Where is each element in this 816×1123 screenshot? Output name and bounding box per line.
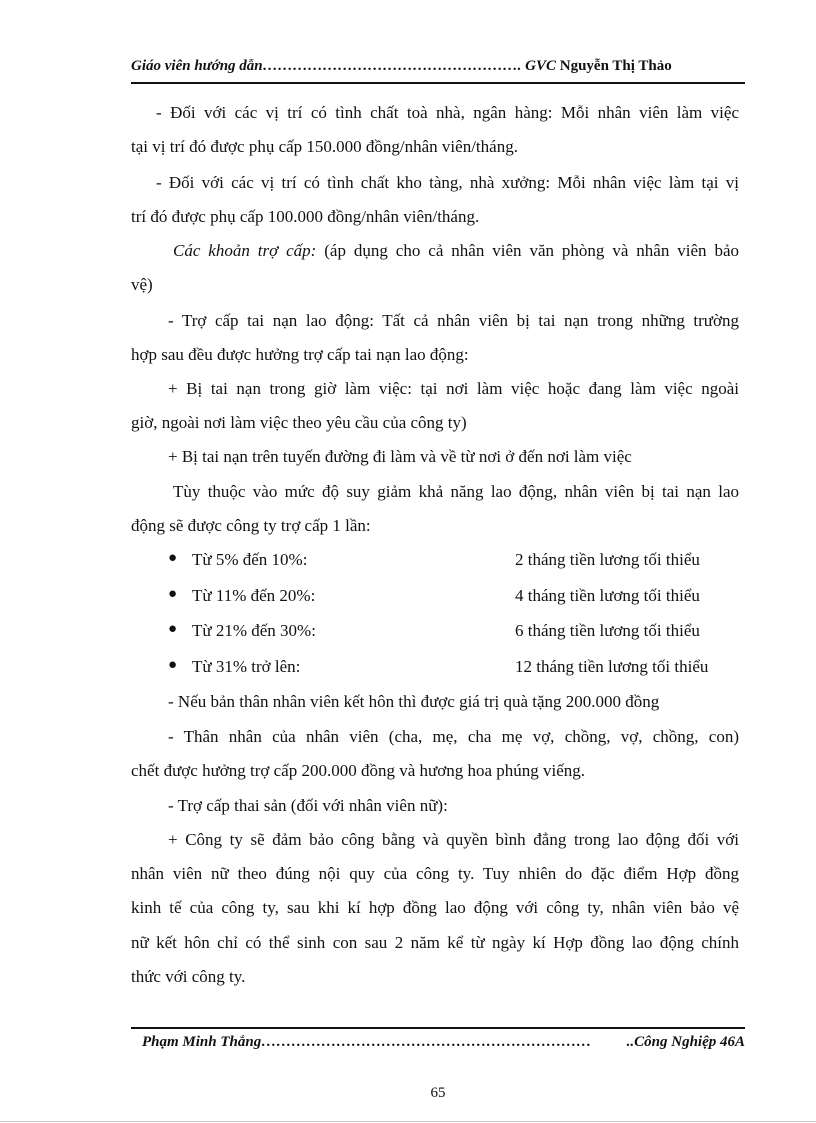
- header-text: [131, 58, 672, 75]
- paragraph-line: chết được hưởng trợ cấp 200.000 đồng và hương hoa phúng viếng.: [131, 761, 586, 780]
- bullet-label: Từ 11% đến 20%:: [192, 586, 316, 605]
- page-number: 65: [430, 1085, 446, 1101]
- allowances-heading: Các khoản trợ cấp:: [173, 241, 317, 260]
- paragraph-line: Tùy thuộc vào mức độ suy giảm khả năng lao động, nhân viên bị tai nạn lao: [173, 482, 739, 501]
- header-advisor-label: Giáo viên hướng dẫn…………………………………………….: [131, 58, 522, 74]
- paragraph-line: - Trợ cấp thai sản (đối với nhân viên nữ):: [168, 796, 448, 815]
- paragraph-line: tại vị trí đó được phụ cấp 150.000 đồng/nhân viên/tháng.: [131, 137, 518, 156]
- footer-author: Phạm Minh Thắng…………………………………………………………: [142, 1034, 592, 1050]
- paragraph-line: hợp sau đều được hưởng trợ cấp tai nạn lao động:: [131, 345, 469, 364]
- bullet-value: 12 tháng tiền lương tối thiểu: [515, 657, 709, 676]
- paragraph-line: trí đó được phụ cấp 100.000 đồng/nhân viên/tháng.: [131, 207, 480, 226]
- allowances-scope: (áp dụng cho cả nhân viên văn phòng và nhân viên bảo: [316, 241, 739, 260]
- paragraph-line: - Nếu bản thân nhân viên kết hôn thì được giá trị quà tặng 200.000 đồng: [168, 692, 660, 711]
- bullet-label: Từ 5% đến 10%:: [192, 550, 308, 569]
- bullet-label: Từ 21% đến 30%:: [192, 621, 316, 640]
- paragraph-line: - Thân nhân của nhân viên (cha, mẹ, cha mẹ vợ, chồng, vợ, chồng, con): [168, 727, 739, 746]
- paragraph-line: động sẽ được công ty trợ cấp 1 lần:: [131, 516, 371, 535]
- bullet-icon: ●: [168, 550, 178, 566]
- bullet-icon: ●: [168, 621, 178, 637]
- bullet-value: 2 tháng tiền lương tối thiểu: [515, 550, 700, 569]
- paragraph-line: thức với công ty.: [131, 967, 246, 986]
- paragraph-line: + Bị tai nạn trên tuyến đường đi làm và về từ nơi ở đến nơi làm việc: [168, 447, 632, 466]
- paragraph-line: nhân viên nữ theo đúng nội quy của công ty. Tuy nhiên do đặc điểm Hợp đồng: [131, 864, 739, 883]
- paragraph-line: vệ): [131, 275, 153, 294]
- header-rule: [131, 82, 745, 84]
- page-header: [131, 52, 745, 78]
- bullet-value: 4 tháng tiền lương tối thiểu: [515, 586, 700, 605]
- header-gvc: GVC: [521, 58, 556, 74]
- paragraph-line: + Công ty sẽ đảm bảo công bằng và quyền bình đẳng trong lao động đối với: [168, 830, 739, 849]
- paragraph-line: - Đối với các vị trí có tình chất toà nhà, ngân hàng: Mỗi nhân viên làm việc: [156, 103, 739, 122]
- bullet-icon: ●: [168, 657, 178, 673]
- paragraph-line: nữ kết hôn chỉ có thể sinh con sau 2 năm kể từ ngày kí Hợp đồng lao động chính: [131, 933, 739, 952]
- paragraph-line: - Trợ cấp tai nạn lao động: Tất cả nhân viên bị tai nạn trong những trường: [168, 311, 739, 330]
- paragraph-line: kinh tế của công ty, sau khi kí hợp đồng lao động với công ty, nhân viên bảo vệ: [131, 898, 739, 917]
- footer-class: ..Công Nghiệp 46A: [626, 1034, 745, 1050]
- paragraph-line: giờ, ngoài nơi làm việc theo yêu cầu của công ty): [131, 413, 467, 432]
- bullet-value: 6 tháng tiền lương tối thiểu: [515, 621, 700, 640]
- bullet-label: Từ 31% trở lên:: [192, 657, 301, 676]
- header-advisor-name: Nguyễn Thị Thảo: [555, 58, 672, 74]
- paragraph-line: [173, 240, 739, 262]
- page-edge-divider: [0, 1121, 816, 1122]
- paragraph-line: + Bị tai nạn trong giờ làm việc: tại nơi làm việc hoặc đang làm việc ngoài: [168, 379, 739, 398]
- paragraph-line: - Đối với các vị trí có tình chất kho tàng, nhà xưởng: Mỗi nhân việc làm tại vị: [156, 173, 739, 192]
- bullet-icon: ●: [168, 586, 178, 602]
- footer-rule: [131, 1027, 745, 1029]
